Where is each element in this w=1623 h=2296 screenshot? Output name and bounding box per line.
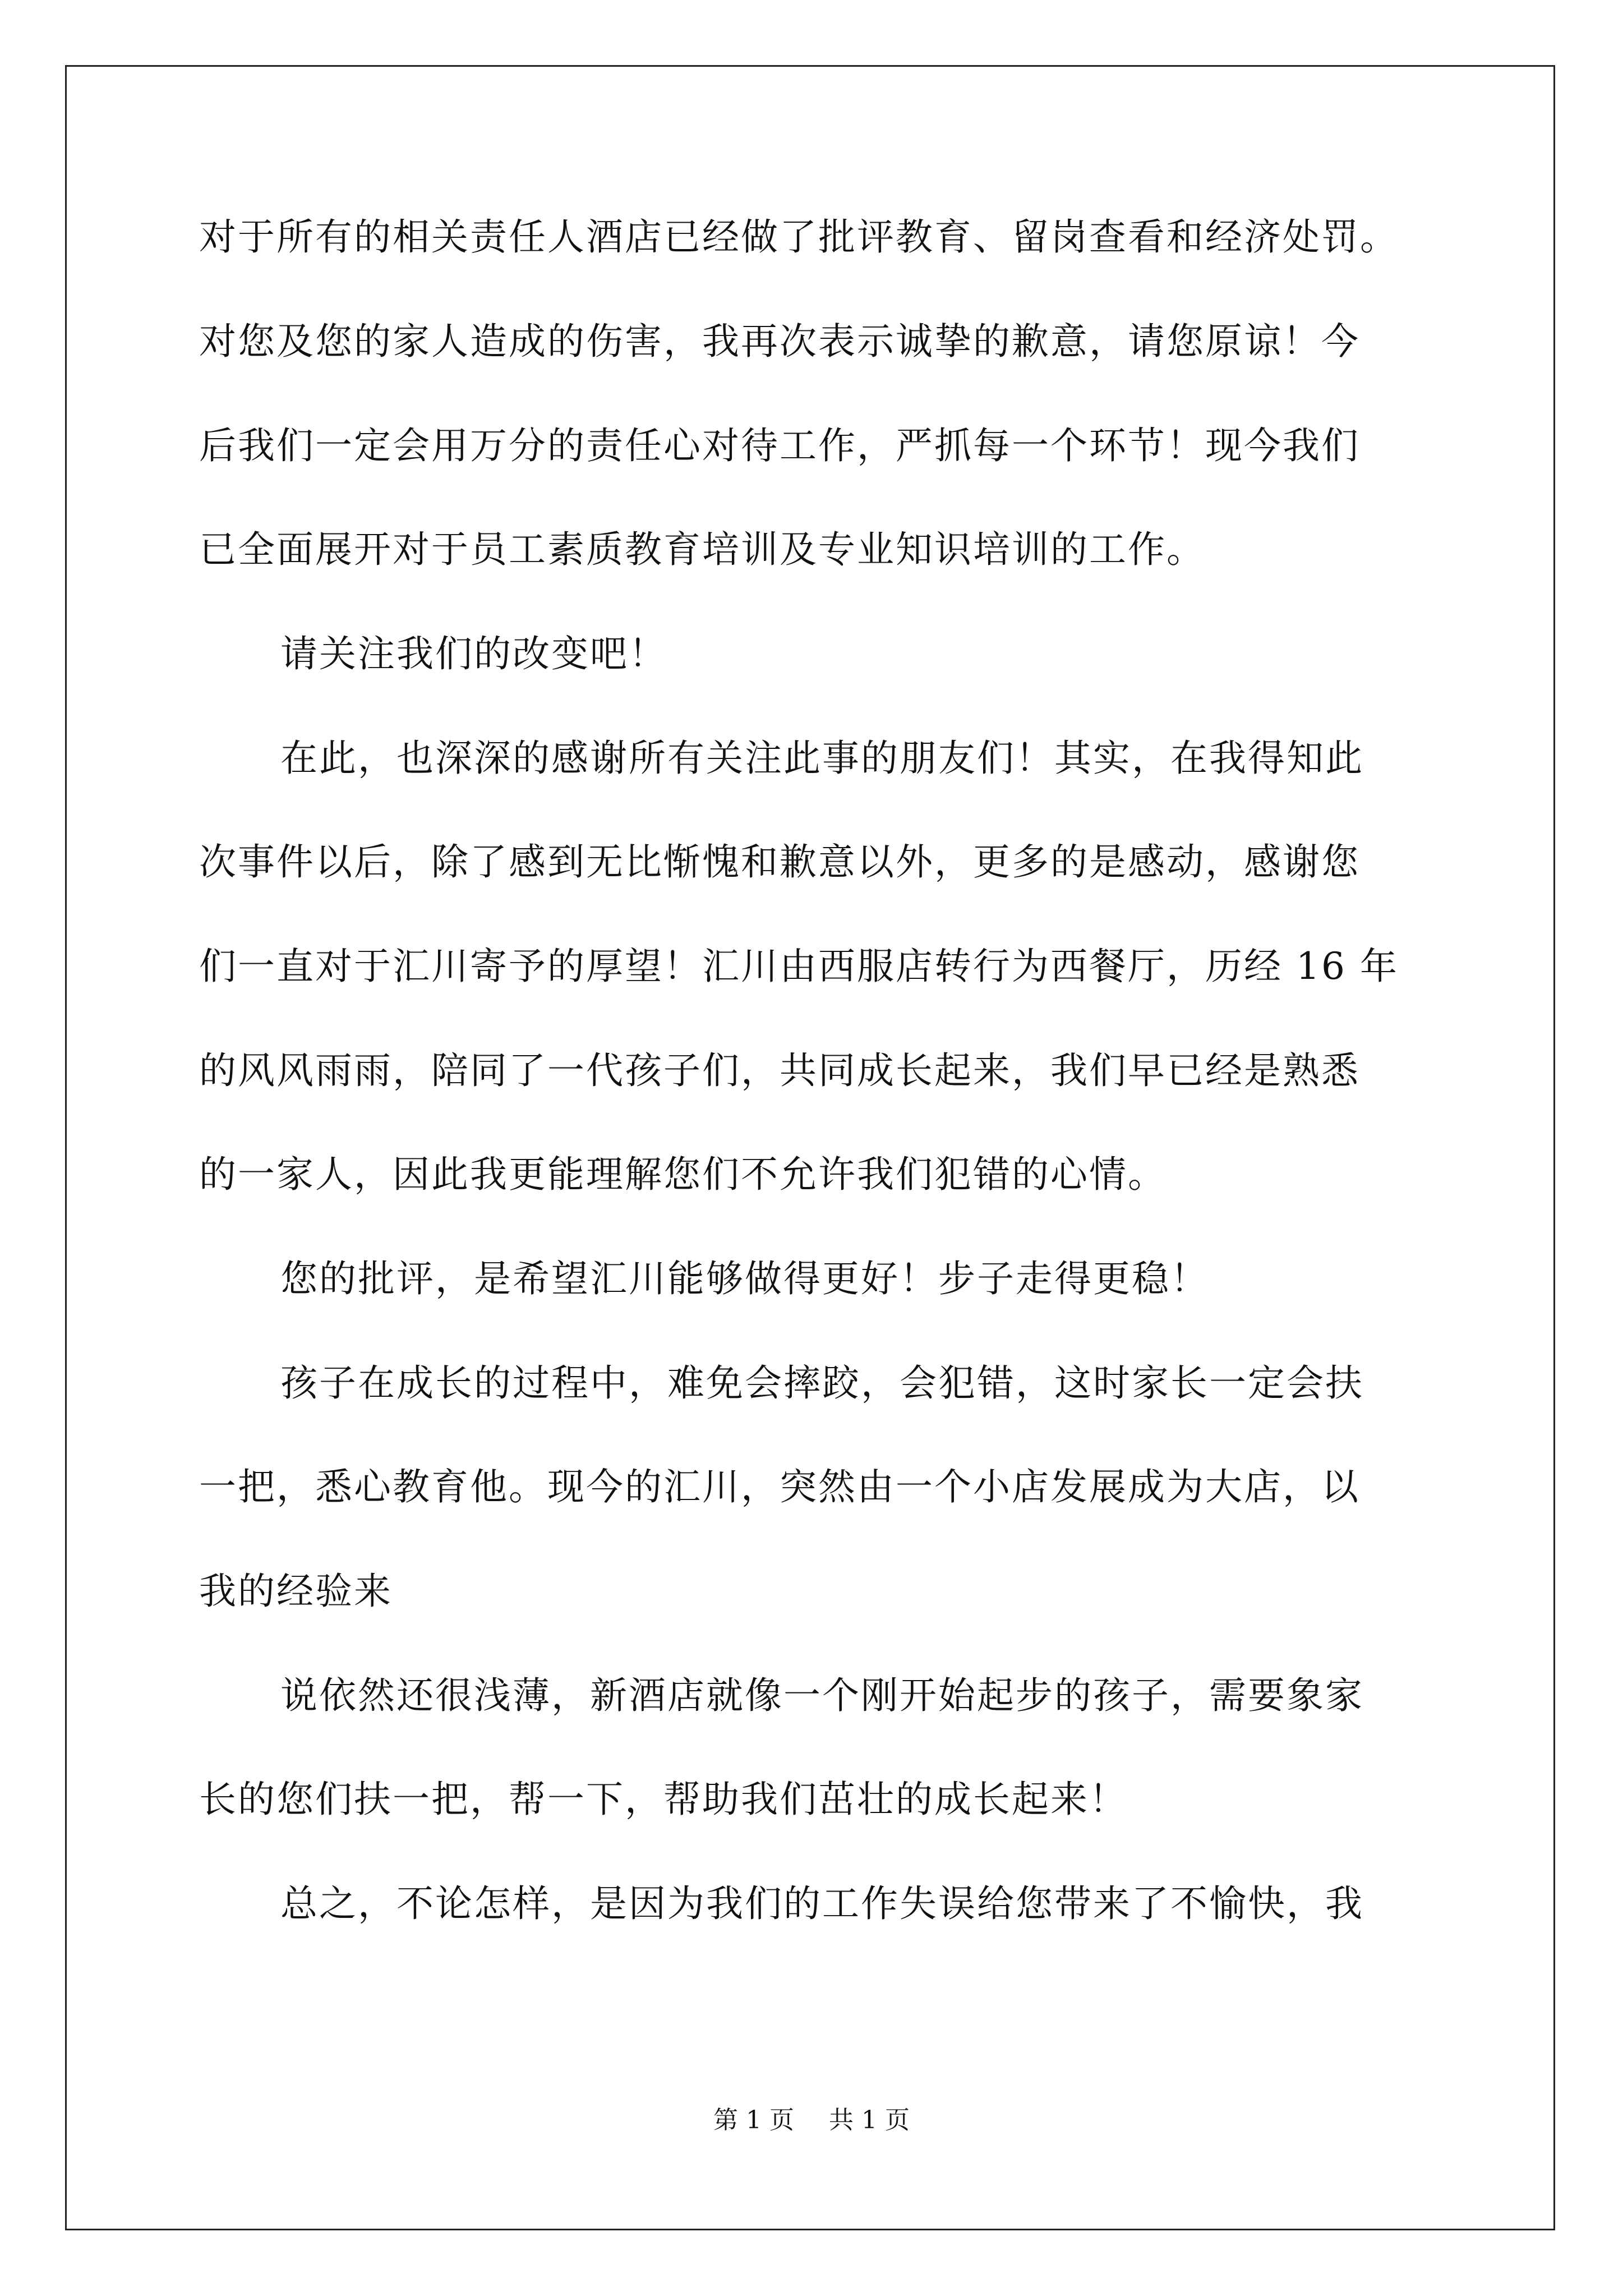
body-line: 们一直对于汇川寄予的厚望！汇川由西服店转行为西餐厅，历经 16 年 [199,945,1399,988]
body-line: 次事件以后，除了感到无比惭愧和歉意以外，更多的是感动，感谢您 [199,840,1360,884]
page-total: 共 1 页 [829,2106,910,2134]
body-line: 我的经验来 [199,1570,393,1613]
body-line: 一把，悉心教育他。现今的汇川，突然由一个小店发展成为大店，以 [199,1465,1360,1508]
page-footer [0,2108,1623,2133]
body-line: 已全面展开对于员工素质教育培训及专业知识培训的工作。 [199,528,1205,571]
body-line: 请关注我们的改变吧！ [280,632,667,675]
body-line: 长的您们扶一把，帮一下，帮助我们茁壮的成长起来！ [199,1778,1128,1821]
body-line: 的一家人，因此我更能理解您们不允许我们犯错的心情。 [199,1153,1166,1196]
body-line: 孩子在成长的过程中，难免会摔跤，会犯错，这时家长一定会扶 [280,1361,1364,1405]
body-line: 您的批评，是希望汇川能够做得更好！步子走得更稳！ [280,1257,1209,1300]
body-line: 后我们一定会用万分的责任心对待工作，严抓每一个环节！现今我们 [199,424,1360,467]
body-line: 对您及您的家人造成的伤害，我再次表示诚挚的歉意，请您原谅！今 [199,320,1360,363]
body-line: 对于所有的相关责任人酒店已经做了批评教育、留岗查看和经济处罚。 [199,215,1399,259]
body-line: 说依然还很浅薄，新酒店就像一个刚开始起步的孩子，需要象家 [280,1674,1364,1717]
page-number: 第 1 页 [713,2106,794,2134]
body-line: 的风风雨雨，陪同了一代孩子们，共同成长起来，我们早已经是熟悉 [199,1049,1360,1092]
body-line: 在此，也深深的感谢所有关注此事的朋友们！其实，在我得知此 [280,737,1364,780]
body-line: 总之，不论怎样，是因为我们的工作失误给您带来了不愉快，我 [280,1882,1364,1925]
